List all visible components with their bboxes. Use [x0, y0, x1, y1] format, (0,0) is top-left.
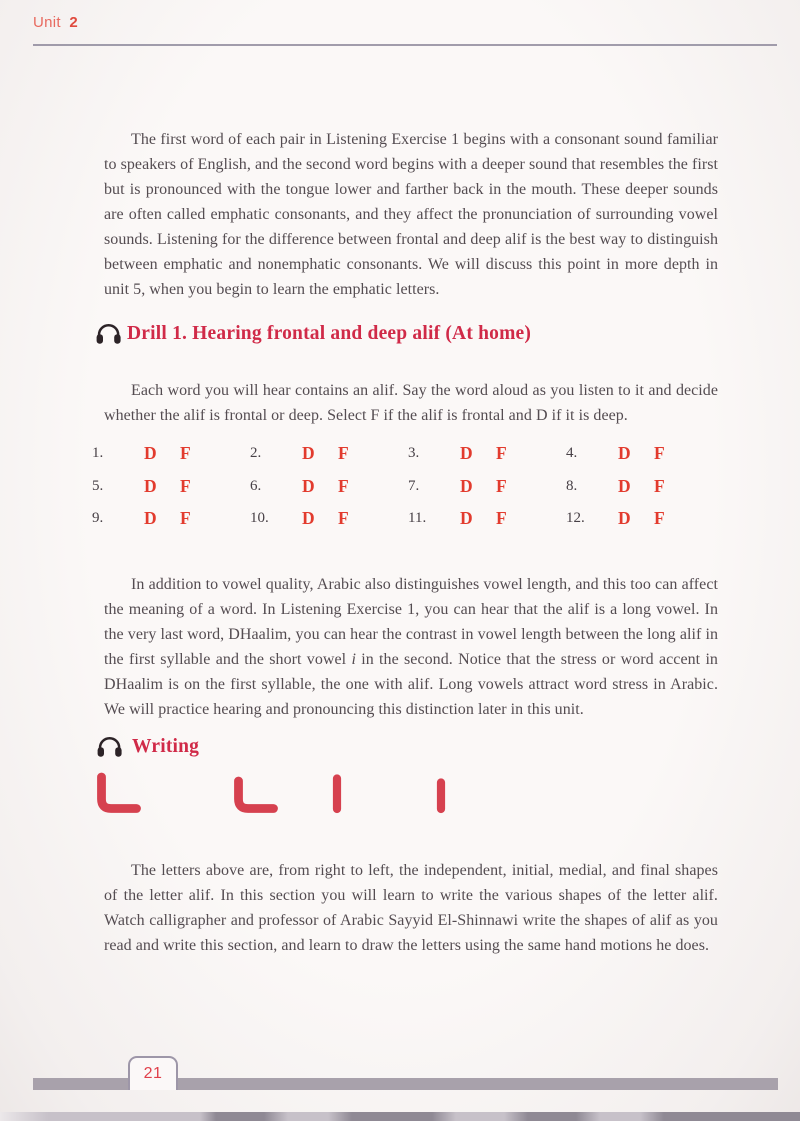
drill-heading: [95, 322, 531, 346]
paragraph-letters: The letters above are, from right to left, the independent, initial, medial, and final shapes of the letter alif. In this section you will learn to write the various shapes of the letter alif. Watch calligrapher and professor of Arabic Sayyid El-Shinnawi write the shapes of alif as you read and write this section, and learn to draw the letters using the same hand motions he does.: [104, 862, 718, 954]
paragraph-vowel-length-part1: In addition to vowel quality, Arabic also distinguishes vowel length, and this too can affect the meaning of a word. In Listening Exercise 1, you can hear that the alif is a long vowel. In the very last word, DHaalim, you can hear the contrast in vowel length between the long alif in the first syllable and the short vowel: [104, 576, 718, 668]
drill-option-d[interactable]: D: [460, 508, 473, 528]
drill-option-d[interactable]: D: [460, 443, 473, 463]
drill-option-d[interactable]: D: [144, 508, 157, 528]
headphones-icon: [96, 735, 123, 759]
drill-option-f[interactable]: F: [654, 443, 665, 463]
drill-item-number: 1.: [92, 445, 104, 461]
unit-label: Unit: [33, 14, 61, 31]
drill-item: [408, 476, 566, 498]
drill-option-d[interactable]: D: [618, 508, 631, 528]
drill-option-d[interactable]: D: [144, 476, 157, 496]
drill-option-d[interactable]: D: [460, 476, 473, 496]
drill-row: [92, 508, 724, 530]
drill-item: [408, 508, 566, 530]
drill-item-number: 7.: [408, 478, 420, 494]
drill-instructions: Each word you will hear contains an alif. Say the word aloud as you listen to it and decide whether the alif is frontal or deep. Select F if the alif is frontal and D if it is deep.: [104, 382, 718, 424]
unit-number: 2: [69, 14, 78, 31]
drill-item: [566, 443, 724, 465]
drill-option-d[interactable]: D: [618, 443, 631, 463]
page-edge: [0, 1112, 800, 1121]
drill-option-d[interactable]: D: [302, 476, 315, 496]
drill-item: [250, 443, 408, 465]
drill-option-f[interactable]: F: [180, 476, 191, 496]
drill-item-number: 10.: [250, 510, 269, 526]
writing-heading-text: Writing: [132, 736, 200, 757]
drill-option-d[interactable]: D: [144, 443, 157, 463]
headphones-icon: [95, 322, 122, 346]
drill-option-f[interactable]: F: [338, 508, 349, 528]
alif-medial-glyph: [239, 781, 274, 809]
drill-option-f[interactable]: F: [654, 476, 665, 496]
drill-option-f[interactable]: F: [496, 443, 507, 463]
drill-item-number: 12.: [566, 510, 585, 526]
drill-item: [92, 443, 250, 465]
drill-option-d[interactable]: D: [618, 476, 631, 496]
paragraph-vowel-length-part2: in the second. Notice that the stress or word accent in DHaalim is on the first syllable, the one with alif. Long vowels attract word stress in Arabic. We will practice hearing and pronouncing this distinction later in this unit.: [104, 651, 718, 718]
drill-item-number: 11.: [408, 510, 427, 526]
drill-option-f[interactable]: F: [496, 476, 507, 496]
drill-item: [566, 508, 724, 530]
drill-heading-text: Drill 1. Hearing frontal and deep alif (At home): [127, 323, 532, 344]
unit-header: [33, 14, 78, 31]
drill-row: [92, 443, 724, 465]
header-rule: [33, 44, 777, 46]
page-number-tab: [128, 1056, 178, 1090]
drill-option-f[interactable]: F: [338, 443, 349, 463]
drill-row: [92, 476, 724, 498]
drill-item-number: 3.: [408, 445, 420, 461]
paragraph-intro: The first word of each pair in Listening Exercise 1 begins with a consonant sound familiar to speakers of English, and the second word begins with a deeper sound that resembles the first but is pronounced with the tongue lower and farther back in the mouth. These deeper sounds are often called emphatic consonants, and they affect the pronunciation of surrounding vowel sounds. Listening for the difference between frontal and deep alif is the best way to distinguish between emphatic and nonemphatic consonants. We will discuss this point in more depth in unit 5, when you begin to learn the emphatic letters.: [104, 131, 718, 298]
drill-item: [92, 476, 250, 498]
drill-item: [408, 443, 566, 465]
paragraph-vowel-length: [104, 572, 718, 722]
drill-item-number: 4.: [566, 445, 578, 461]
italic-i: i: [351, 651, 356, 668]
drill-item-number: 2.: [250, 445, 262, 461]
drill-item-number: 9.: [92, 510, 104, 526]
drill-option-f[interactable]: F: [496, 508, 507, 528]
drill-item: [250, 476, 408, 498]
alif-shapes-row: [93, 770, 493, 818]
drill-item: [250, 508, 408, 530]
drill-option-d[interactable]: D: [302, 443, 315, 463]
drill-item: [566, 476, 724, 498]
drill-item-number: 5.: [92, 478, 104, 494]
drill-option-d[interactable]: D: [302, 508, 315, 528]
alif-final-glyph: [102, 777, 137, 809]
writing-heading: [96, 735, 199, 759]
drill-item-number: 6.: [250, 478, 262, 494]
drill-option-f[interactable]: F: [338, 476, 349, 496]
drill-option-f[interactable]: F: [180, 508, 191, 528]
drill-option-f[interactable]: F: [654, 508, 665, 528]
page-number: 21: [143, 1065, 163, 1082]
drill-option-f[interactable]: F: [180, 443, 191, 463]
drill-item-number: 8.: [566, 478, 578, 494]
drill-item: [92, 508, 250, 530]
